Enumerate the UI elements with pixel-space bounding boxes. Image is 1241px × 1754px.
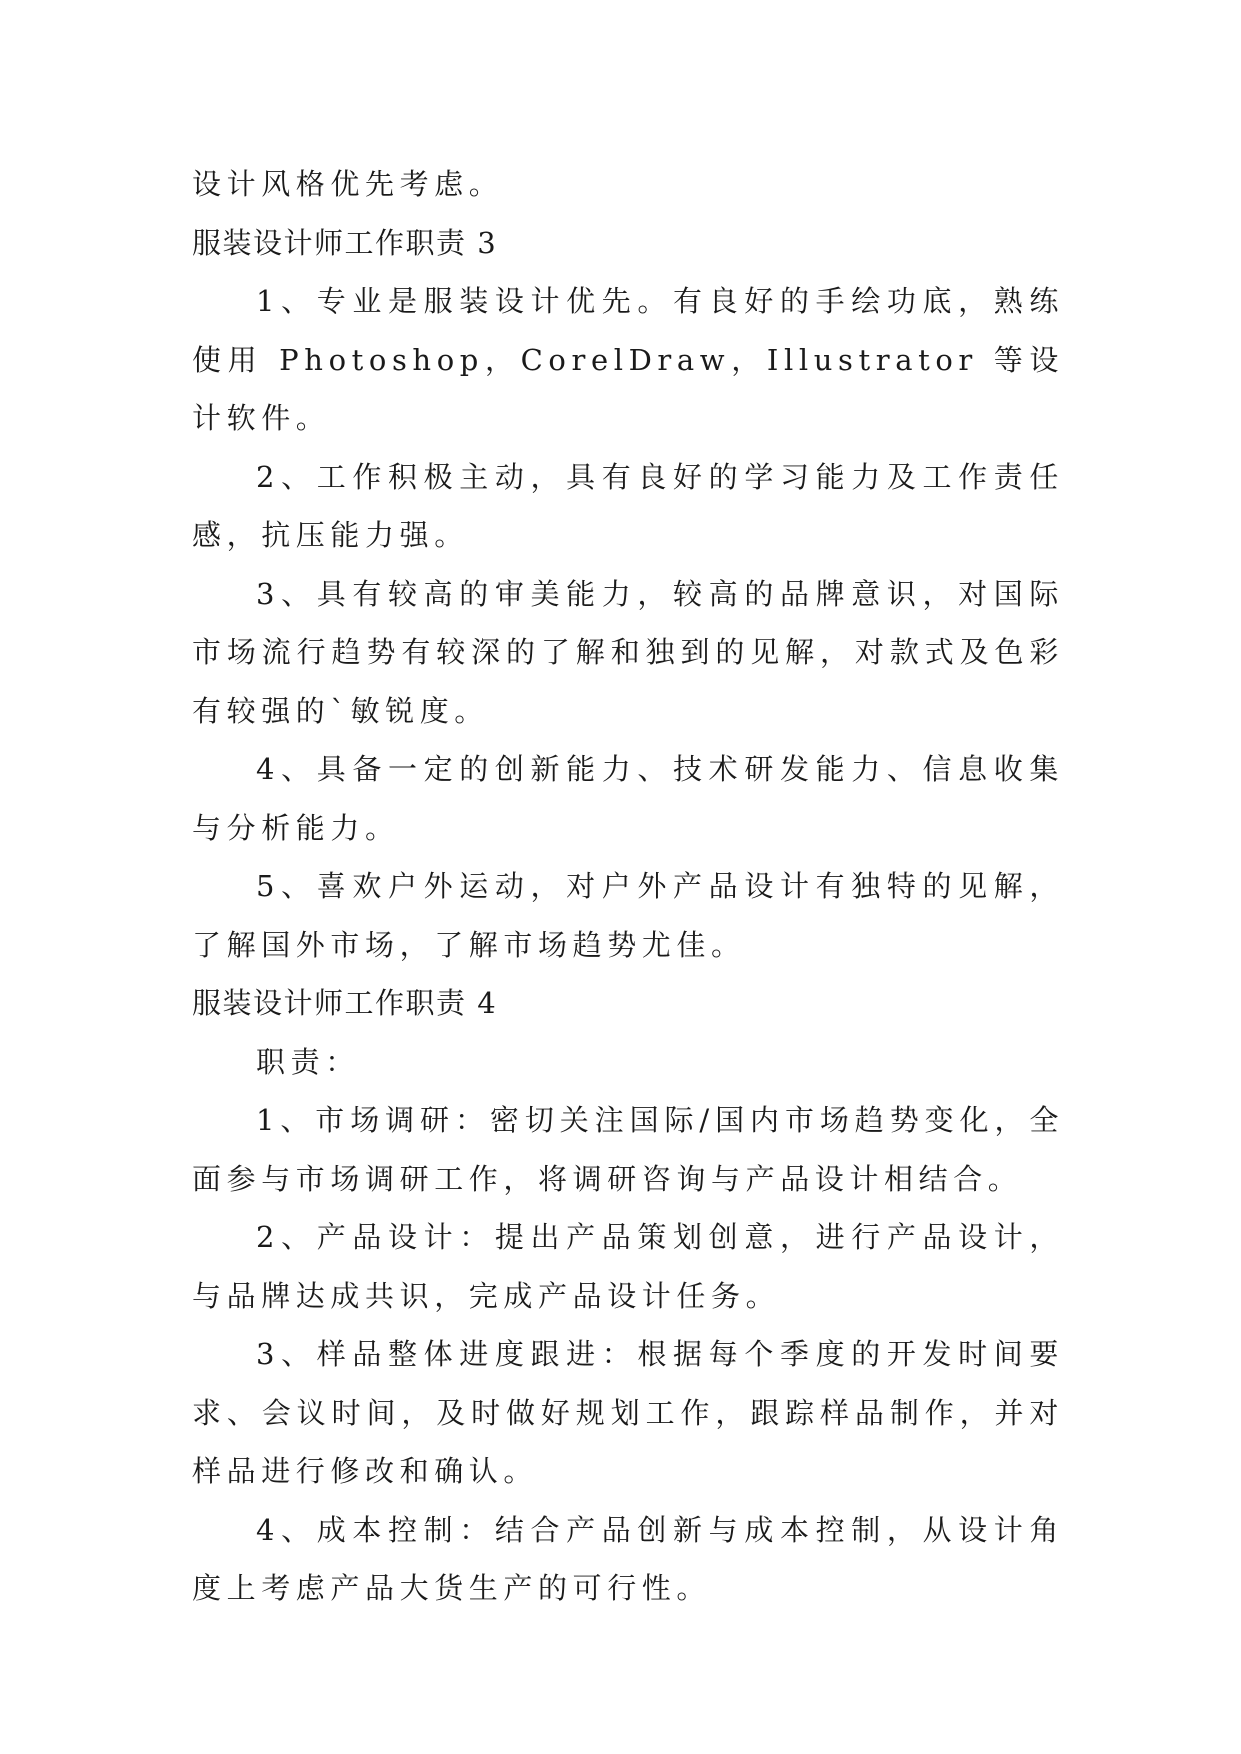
paragraph: 3、样品整体进度跟进：根据每个季度的开发时间要求、会议时间，及时做好规划工作，跟踪样品制作，并对样品进行修改和确认。 xyxy=(192,1337,1064,1488)
paragraph: 2、产品设计：提出产品策划创意，进行产品设计，与品牌达成共识，完成产品设计任务。 xyxy=(192,1220,1064,1313)
section-heading: 服装设计师工作职责 4 xyxy=(192,986,498,1020)
section-heading: 服装设计师工作职责 3 xyxy=(192,225,498,260)
paragraph: 5、喜欢户外运动，对户外产品设计有独特的见解，了解国外市场，了解市场趋势尤佳。 xyxy=(192,869,1064,962)
document-body xyxy=(192,155,1064,1618)
paragraph: 4、具备一定的创新能力、技术研发能力、信息收集与分析能力。 xyxy=(192,752,1064,845)
paragraph: 职责： xyxy=(256,1044,360,1079)
paragraph: 设计风格优先考虑。 xyxy=(192,167,504,201)
paragraph: 1、市场调研：密切关注国际/国内市场趋势变化，全面参与市场调研工作，将调研咨询与产品设计相结合。 xyxy=(192,1103,1064,1196)
paragraph: 2、工作积极主动，具有良好的学习能力及工作责任感，抗压能力强。 xyxy=(192,459,1064,552)
paragraph: 4、成本控制：结合产品创新与成本控制，从设计角度上考虑产品大货生产的可行性。 xyxy=(192,1512,1064,1605)
paragraph: 1、专业是服装设计优先。有良好的手绘功底，熟练使用 Photoshop，CorelDraw，Illustrator 等设计软件。 xyxy=(192,284,1064,435)
paragraph: 3、具有较高的审美能力，较高的品牌意识，对国际市场流行趋势有较深的了解和独到的见解，对款式及色彩有较强的`敏锐度。 xyxy=(192,576,1064,728)
